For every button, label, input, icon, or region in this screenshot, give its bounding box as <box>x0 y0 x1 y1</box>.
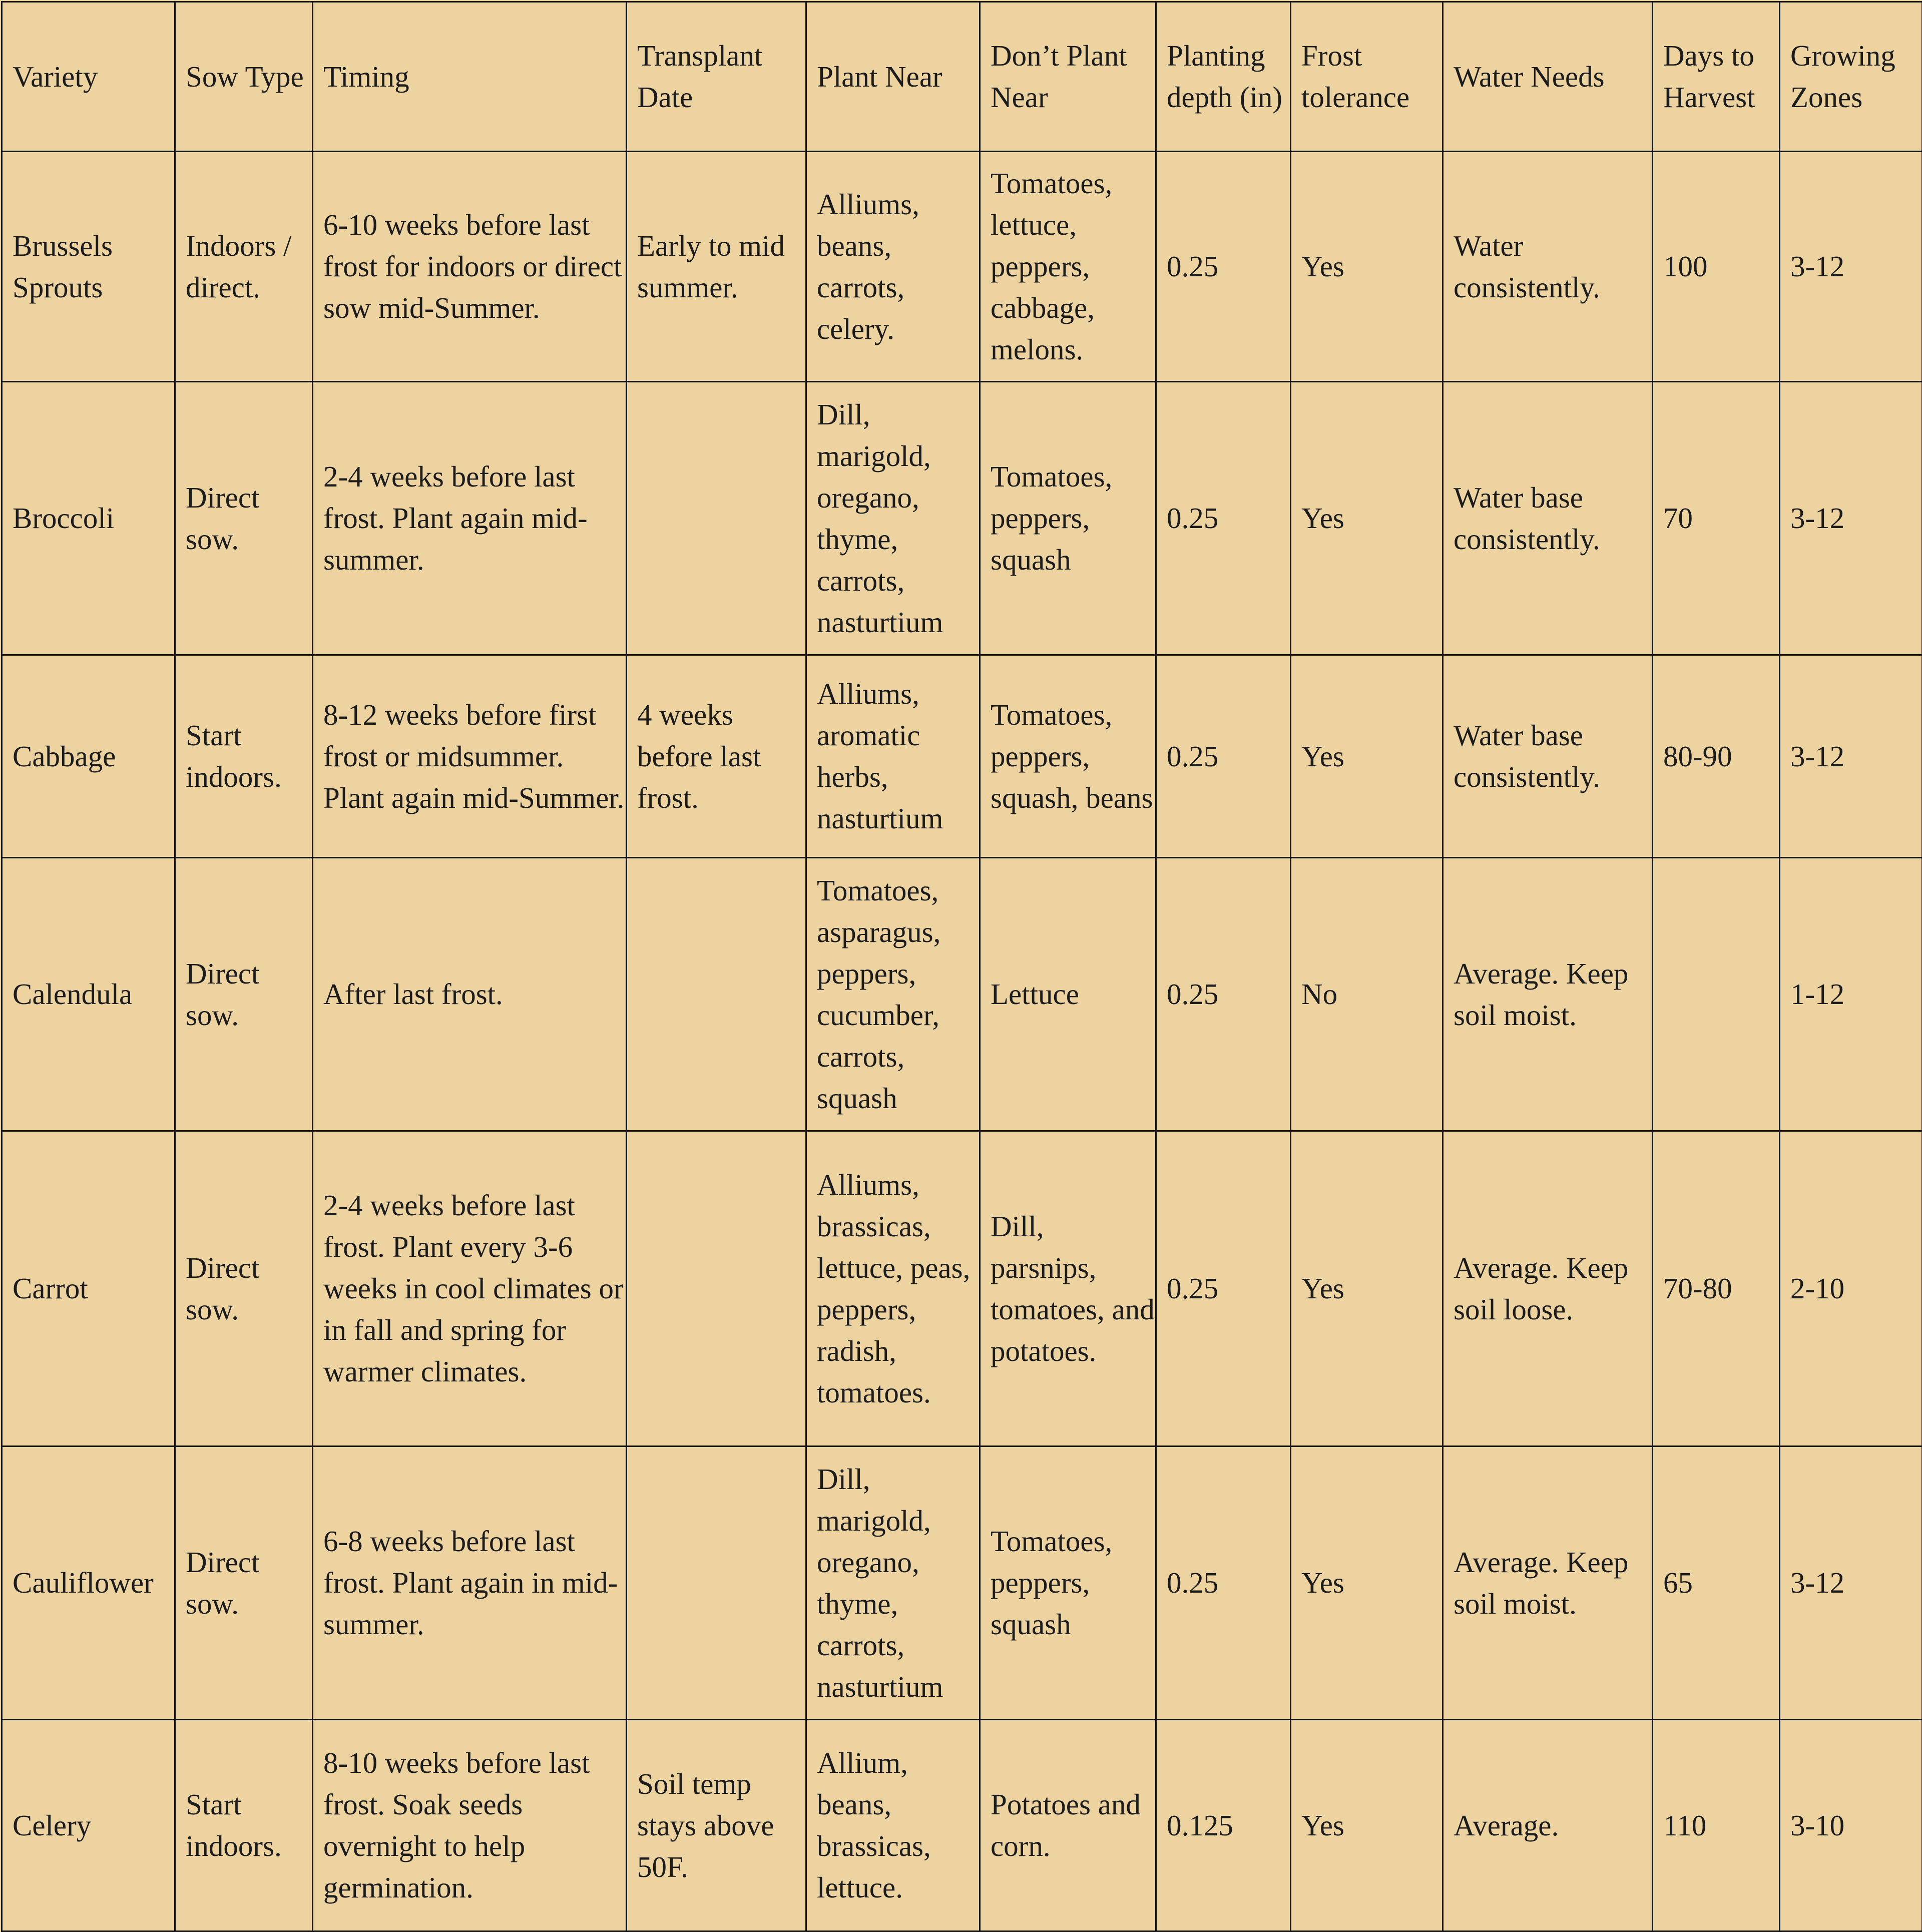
cell-days-to-harvest: 110 <box>1653 1720 1780 1931</box>
cell-days-to-harvest <box>1653 858 1780 1131</box>
cell-variety: Cauliflower <box>2 1446 175 1720</box>
cell-sow-type: Start indoors. <box>175 1720 313 1931</box>
cell-plant-near: Allium, beans, brassicas, lettuce. <box>806 1720 980 1931</box>
cell-days-to-harvest: 65 <box>1653 1446 1780 1720</box>
cell-plant-near: Alliums, beans, carrots, celery. <box>806 152 980 382</box>
cell-planting-depth: 0.25 <box>1156 152 1291 382</box>
cell-days-to-harvest: 70-80 <box>1653 1131 1780 1446</box>
cell-sow-type: Direct sow. <box>175 382 313 655</box>
cell-dont-plant-near: Lettuce <box>980 858 1156 1131</box>
cell-transplant-date: Soil temp stays above 50F. <box>627 1720 806 1931</box>
cell-variety: Calendula <box>2 858 175 1131</box>
cell-water-needs: Average. Keep soil moist. <box>1443 858 1653 1131</box>
cell-plant-near: Dill, marigold, oregano, thyme, carrots, nasturtium <box>806 382 980 655</box>
cell-growing-zones: 1-12 <box>1780 858 1922 1131</box>
cell-timing: After last frost. <box>313 858 627 1131</box>
cell-frost-tolerance: Yes <box>1291 1131 1443 1446</box>
table-row <box>2 858 1922 1131</box>
cell-water-needs: Average. <box>1443 1720 1653 1931</box>
cell-plant-near: Alliums, brassicas, lettuce, peas, peppers, radish, tomatoes. <box>806 1131 980 1446</box>
table-row <box>2 1720 1922 1931</box>
cell-timing: 8-12 weeks before first frost or midsummer. Plant again mid-Summer. <box>313 655 627 858</box>
cell-transplant-date <box>627 858 806 1131</box>
cell-planting-depth: 0.125 <box>1156 1720 1291 1931</box>
header-growing-zones: Growing Zones <box>1780 2 1922 152</box>
table-row <box>2 1446 1922 1720</box>
cell-days-to-harvest: 70 <box>1653 382 1780 655</box>
cell-planting-depth: 0.25 <box>1156 1131 1291 1446</box>
cell-dont-plant-near: Tomatoes, lettuce, peppers, cabbage, melons. <box>980 152 1156 382</box>
cell-variety: Brussels Sprouts <box>2 152 175 382</box>
cell-growing-zones: 3-10 <box>1780 1720 1922 1931</box>
header-sow-type: Sow Type <box>175 2 313 152</box>
cell-days-to-harvest: 80-90 <box>1653 655 1780 858</box>
cell-transplant-date <box>627 1446 806 1720</box>
cell-water-needs: Average. Keep soil loose. <box>1443 1131 1653 1446</box>
header-timing: Timing <box>313 2 627 152</box>
cell-sow-type: Indoors / direct. <box>175 152 313 382</box>
cell-timing: 6-8 weeks before last frost. Plant again in mid-summer. <box>313 1446 627 1720</box>
cell-growing-zones: 3-12 <box>1780 655 1922 858</box>
cell-timing: 2-4 weeks before last frost. Plant every 3-6 weeks in cool climates or in fall and spring for warmer climates. <box>313 1131 627 1446</box>
cell-frost-tolerance: Yes <box>1291 1720 1443 1931</box>
cell-sow-type: Direct sow. <box>175 1131 313 1446</box>
cell-planting-depth: 0.25 <box>1156 858 1291 1131</box>
cell-plant-near: Dill, marigold, oregano, thyme, carrots, nasturtium <box>806 1446 980 1720</box>
header-transplant-date: Transplant Date <box>627 2 806 152</box>
cell-variety: Cabbage <box>2 655 175 858</box>
cell-dont-plant-near: Dill, parsnips, tomatoes, and potatoes. <box>980 1131 1156 1446</box>
header-row <box>2 2 1922 152</box>
cell-dont-plant-near: Tomatoes, peppers, squash, beans <box>980 655 1156 858</box>
table-row <box>2 655 1922 858</box>
cell-growing-zones: 3-12 <box>1780 152 1922 382</box>
planting-guide-table <box>1 1 1922 1932</box>
cell-dont-plant-near: Potatoes and corn. <box>980 1720 1156 1931</box>
cell-timing: 8-10 weeks before last frost. Soak seeds overnight to help germination. <box>313 1720 627 1931</box>
cell-water-needs: Water base consistently. <box>1443 655 1653 858</box>
header-water-needs: Water Needs <box>1443 2 1653 152</box>
cell-timing: 6-10 weeks before last frost for indoors or direct sow mid-Summer. <box>313 152 627 382</box>
header-variety: Variety <box>2 2 175 152</box>
cell-frost-tolerance: Yes <box>1291 382 1443 655</box>
cell-sow-type: Start indoors. <box>175 655 313 858</box>
cell-water-needs: Water base consistently. <box>1443 382 1653 655</box>
cell-dont-plant-near: Tomatoes, peppers, squash <box>980 1446 1156 1720</box>
cell-frost-tolerance: Yes <box>1291 152 1443 382</box>
cell-transplant-date <box>627 382 806 655</box>
cell-plant-near: Tomatoes, asparagus, peppers, cucumber, carrots, squash <box>806 858 980 1131</box>
table-row <box>2 382 1922 655</box>
cell-variety: Broccoli <box>2 382 175 655</box>
header-frost-tolerance: Frost tolerance <box>1291 2 1443 152</box>
cell-water-needs: Water consistently. <box>1443 152 1653 382</box>
cell-planting-depth: 0.25 <box>1156 382 1291 655</box>
cell-timing: 2-4 weeks before last frost. Plant again mid-summer. <box>313 382 627 655</box>
table-row <box>2 1131 1922 1446</box>
cell-variety: Carrot <box>2 1131 175 1446</box>
header-plant-near: Plant Near <box>806 2 980 152</box>
cell-planting-depth: 0.25 <box>1156 1446 1291 1720</box>
cell-sow-type: Direct sow. <box>175 858 313 1131</box>
cell-transplant-date: 4 weeks before last frost. <box>627 655 806 858</box>
cell-days-to-harvest: 100 <box>1653 152 1780 382</box>
cell-transplant-date: Early to mid summer. <box>627 152 806 382</box>
cell-growing-zones: 3-12 <box>1780 382 1922 655</box>
header-dont-plant-near: Don’t Plant Near <box>980 2 1156 152</box>
cell-sow-type: Direct sow. <box>175 1446 313 1720</box>
cell-dont-plant-near: Tomatoes, peppers, squash <box>980 382 1156 655</box>
cell-frost-tolerance: No <box>1291 858 1443 1131</box>
cell-planting-depth: 0.25 <box>1156 655 1291 858</box>
header-days-to-harvest: Days to Harvest <box>1653 2 1780 152</box>
cell-variety: Celery <box>2 1720 175 1931</box>
cell-growing-zones: 2-10 <box>1780 1131 1922 1446</box>
cell-plant-near: Alliums, aromatic herbs, nasturtium <box>806 655 980 858</box>
cell-frost-tolerance: Yes <box>1291 655 1443 858</box>
table-row <box>2 152 1922 382</box>
cell-growing-zones: 3-12 <box>1780 1446 1922 1720</box>
cell-water-needs: Average. Keep soil moist. <box>1443 1446 1653 1720</box>
header-planting-depth: Planting depth (in) <box>1156 2 1291 152</box>
cell-transplant-date <box>627 1131 806 1446</box>
cell-frost-tolerance: Yes <box>1291 1446 1443 1720</box>
